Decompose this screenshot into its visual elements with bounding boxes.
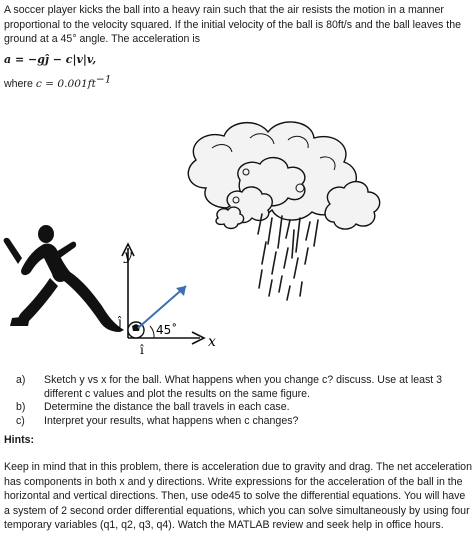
- velocity-vector: [138, 286, 186, 328]
- hints-title: Hints:: [4, 434, 35, 446]
- where-label: where: [4, 78, 33, 90]
- task-item: [6, 374, 470, 401]
- angle-label: 45˚: [156, 323, 178, 337]
- kick-figure: [0, 118, 474, 368]
- rain-streaks: [258, 214, 318, 300]
- y-axis-label: y: [124, 248, 132, 264]
- j-hat-label: ĵ: [118, 315, 122, 329]
- rain-cloud-illustration: [188, 122, 379, 300]
- drag-coefficient-line: [4, 73, 112, 90]
- problem-intro: A soccer player kicks the ball into a heavy rain such that the air resists the motion in a manner proportional to the velocity squared. If the initial velocity of the ball is 80ft/s and the ball leaves the ground at a 45° angle. The acceleration is: [4, 4, 461, 46]
- drag-coefficient-exponent: −1: [95, 73, 112, 86]
- task-item: [6, 415, 470, 429]
- task-text: Sketch y vs x for the ball. What happens when you change c? discuss. Use at least 3 different c values and plot the results on the same figure.: [44, 374, 443, 400]
- hints-text: Keep in mind that in this problem, there is acceleration due to gravity and drag. The net acceleration has components in both x and y directions. Write expressions for the acceleration of the ball in the horizontal and vertical directions. Then, use ode45 to solve the differential equations. You will have a system of 2 second order differential equations, which you can solve simultaneously by using four temporary variables (q1, q2, q3, q4). Watch the MATLAB review and seek help in office hours.: [4, 461, 472, 532]
- soccer-player-silhouette: [4, 225, 124, 332]
- task-list: [6, 374, 470, 428]
- task-label: b): [16, 401, 26, 414]
- task-label: a): [16, 374, 26, 386]
- task-item: [6, 401, 470, 415]
- task-label: c): [16, 414, 25, 427]
- i-hat-label: î: [140, 343, 144, 357]
- x-axis-label: x: [208, 334, 216, 350]
- drag-coefficient-value: c = 0.001ft: [35, 78, 96, 90]
- angle-arc: [150, 326, 154, 338]
- task-text: Interpret your results, what happens when c changes?: [44, 414, 299, 427]
- acceleration-equation: a = −gĵ − c|v|v,: [4, 53, 97, 66]
- task-text: Determine the distance the ball travels in each case.: [44, 401, 290, 414]
